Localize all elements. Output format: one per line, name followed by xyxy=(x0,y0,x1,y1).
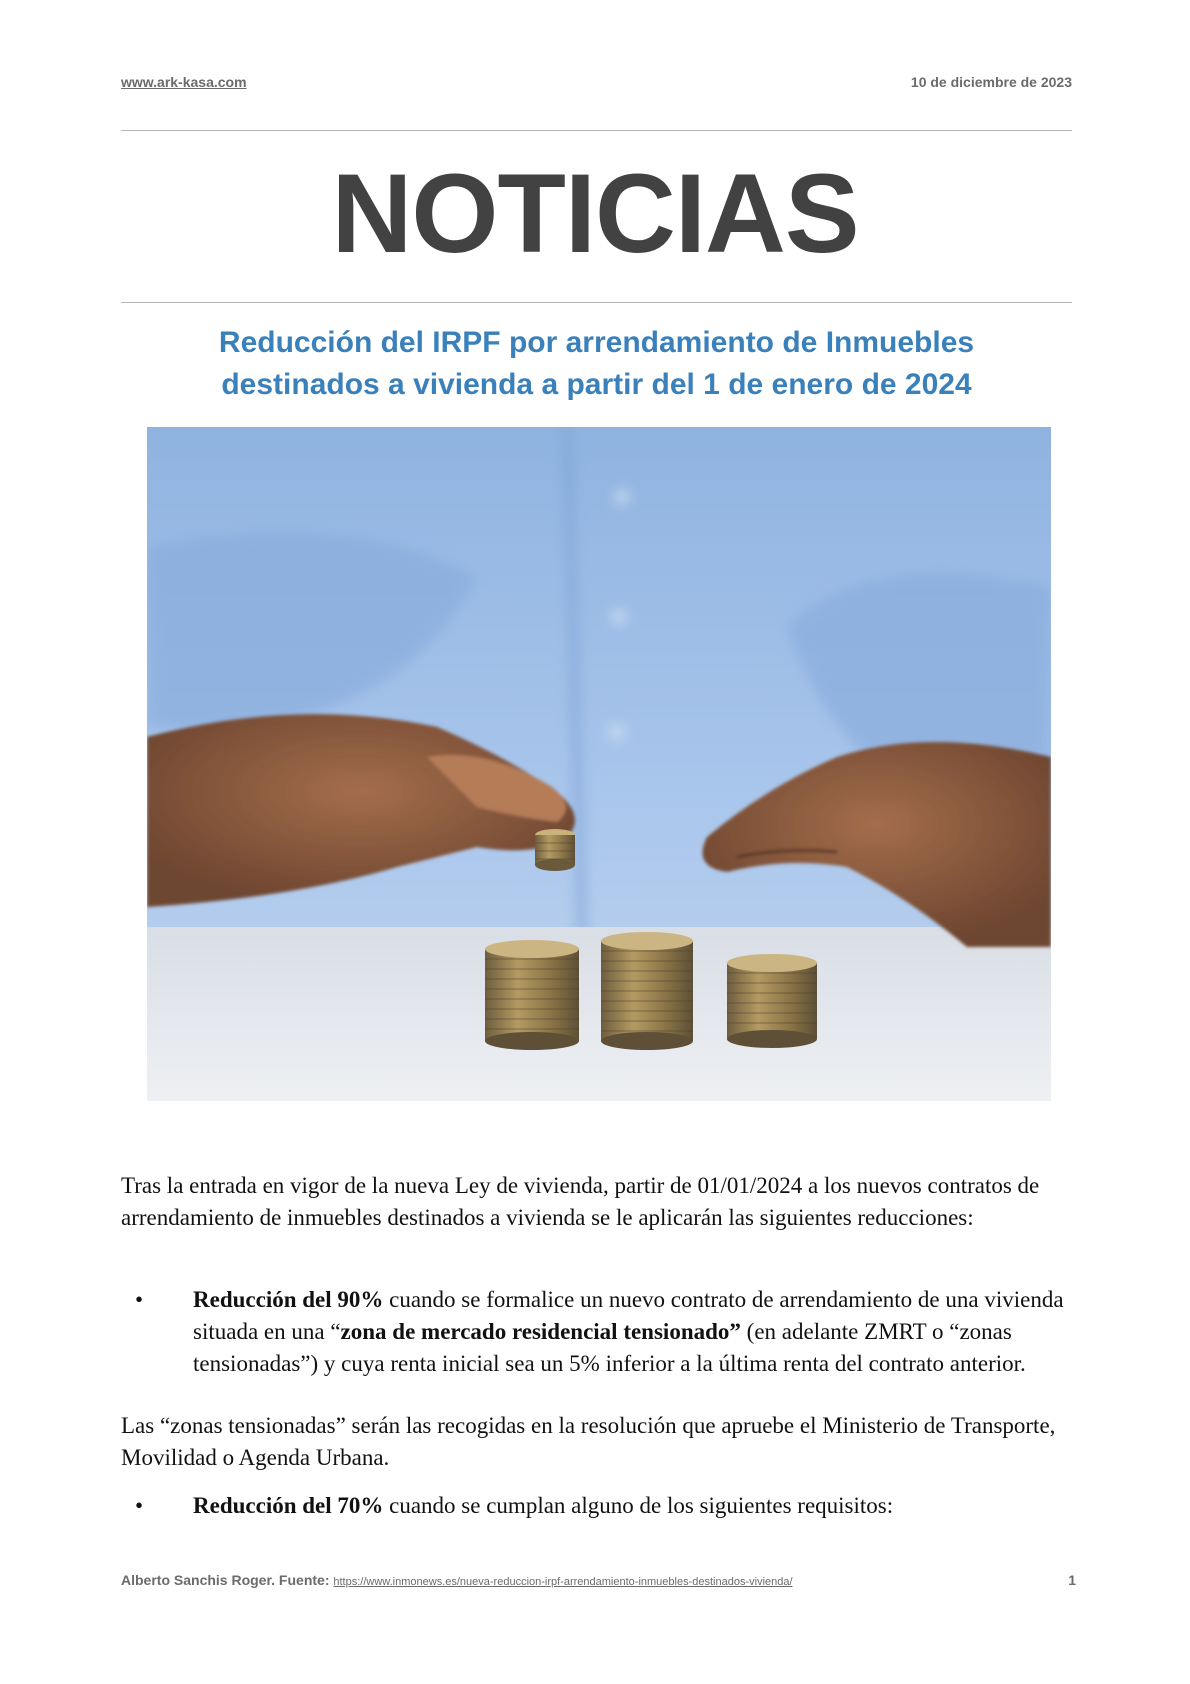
coins-stack-photo xyxy=(147,427,1051,1101)
zones-paragraph: Las “zonas tensionadas” serán las recogidas en la resolución que apruebe el Ministerio de Transporte, Movilidad o Agenda Urbana. xyxy=(121,1413,1056,1470)
bullet-text-continued: (en adelante ZMRT o “zonas tensionadas”) y cuya renta inicial sea un 5% inferior a la última renta del contrato anterior. xyxy=(193,1319,1026,1376)
intro-paragraph: Tras la entrada en vigor de la nueva Ley de vivienda, partir de 01/01/2024 a los nuevos contratos de arrendamiento de inmuebles destinados a vivienda se le aplicarán las siguientes reducciones: xyxy=(121,1173,1040,1230)
bullet-bold-zone: zona de mercado residencial tensionado” xyxy=(340,1319,741,1344)
bullet-bold-lead: Reducción del 70% xyxy=(193,1493,384,1518)
top-divider xyxy=(121,130,1072,131)
bullet-text: cuando se cumplan alguno de los siguientes requisitos: xyxy=(383,1493,894,1518)
coin-stack-hand xyxy=(535,829,575,871)
coin-stack-left xyxy=(485,940,579,1050)
article-headline xyxy=(121,322,1072,406)
footer-author: Alberto Sanchis Roger. Fuente: xyxy=(121,1572,334,1588)
headline-line-1: Reducción del IRPF por arrendamiento de Inmuebles xyxy=(218,326,975,359)
headline-line-2: destinados a vivienda a partir del 1 de enero de 2024 xyxy=(221,368,972,401)
bullet-item-reduction-90 xyxy=(193,1284,1073,1380)
masthead-divider xyxy=(121,302,1072,303)
bullet-marker: • xyxy=(135,1493,144,1518)
coin-stack-right xyxy=(727,954,817,1048)
masthead-title: NOTICIAS xyxy=(331,151,859,276)
source-link[interactable]: https://www.inmonews.es/nueva-reduccion-irpf-arrendamiento-inmuebles-destinados-vivienda/ xyxy=(333,1576,793,1588)
footer-source xyxy=(121,1572,793,1588)
bullet-text: cuando se formalice un nuevo contrato de arrendamiento de una vivienda situada en una “ xyxy=(193,1287,1064,1344)
bullet-bold-lead: Reducción del 90% xyxy=(193,1287,384,1312)
page-number: 1 xyxy=(1068,1572,1076,1588)
site-link[interactable]: www.ark-kasa.com xyxy=(121,74,247,90)
bullet-item-reduction-70 xyxy=(193,1490,1073,1522)
header-date: 10 de diciembre de 2023 xyxy=(910,74,1072,90)
bullet-marker: • xyxy=(135,1287,144,1312)
